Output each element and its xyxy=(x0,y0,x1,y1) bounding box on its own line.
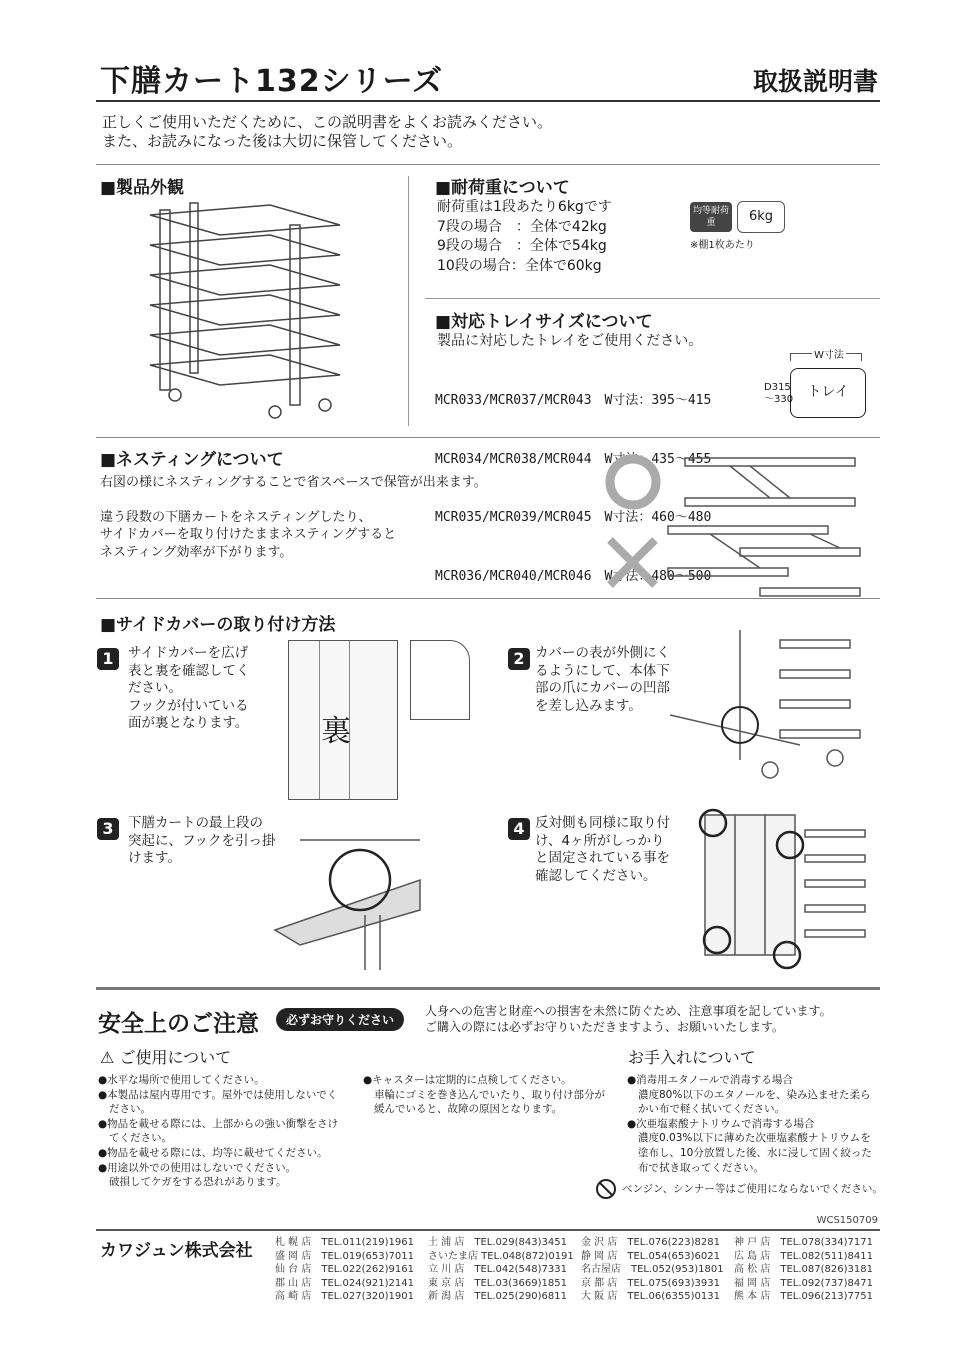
step-line: けます。 xyxy=(128,850,181,866)
divider xyxy=(96,437,880,438)
step-2-illustration xyxy=(670,630,880,790)
step-2-text xyxy=(535,645,670,715)
step-line: け、4ヶ所がしっかり xyxy=(535,832,665,849)
hook-detail xyxy=(410,640,470,720)
appearance-heading: ■製品外観 xyxy=(100,178,185,198)
page-title: 下膳カート132シリーズ xyxy=(100,64,444,99)
caution-line: 人身への危害と財産への損害を未然に防ぐため、注意事項を記しています。 xyxy=(425,1004,832,1018)
branch-entry: 大 阪 店 TEL.06(6355)0131 xyxy=(581,1291,720,1302)
d-label-2: ～330 xyxy=(764,394,794,405)
divider xyxy=(96,100,880,102)
step-line: るようにして、本体下 xyxy=(535,662,670,679)
prohibited-icon xyxy=(595,1178,617,1200)
caution-line: ご購入の際には必ずお守りいただきますよう、お願いいたします。 xyxy=(425,1020,785,1034)
step-4-number: 4 xyxy=(508,818,530,840)
step-3-text xyxy=(128,815,276,868)
tray-size-line: MCR034/MCR038/MCR044 W寸法：435～455 xyxy=(435,451,712,467)
usage-item: ●用途以外での使用はしないでください。 xyxy=(98,1161,297,1174)
step-3-illustration xyxy=(270,820,430,975)
divider xyxy=(425,298,880,299)
load-line: 耐荷重は1段あたり6kgです xyxy=(437,199,612,215)
usage-item: ●本製品は屋内専用です。屋外では使用しないでください。 xyxy=(98,1088,338,1116)
care-list xyxy=(627,1073,877,1175)
step-line: 部の爪にカバーの凹部 xyxy=(535,680,670,696)
load-line: 9段の場合 ：全体で54kg xyxy=(437,238,607,254)
nesting-illustration xyxy=(600,450,870,600)
nesting-line: サイドカバーを取り付けたままネスティングすると xyxy=(100,527,397,542)
step-line: フックが付いている xyxy=(128,697,249,714)
nesting-text xyxy=(100,474,487,561)
tray-intro: 製品に対応したトレイをご使用ください。 xyxy=(437,333,703,349)
step-4-text xyxy=(535,815,670,885)
branch-entry: 土 浦 店 TEL.029(843)3451 xyxy=(428,1237,567,1248)
company-name: カワジュン株式会社 xyxy=(100,1241,253,1261)
branch-list xyxy=(275,1236,887,1304)
nesting-heading: ■ネスティングについて xyxy=(100,450,284,470)
branch-entry: 福 岡 店 TEL.092(737)8471 xyxy=(734,1277,873,1289)
cart-illustration xyxy=(140,195,360,420)
care-warning xyxy=(595,1178,883,1200)
tray-size-line: MCR036/MCR040/MCR046 W寸法：480～500 xyxy=(435,568,712,584)
nesting-line: ネスティング効率が下がります。 xyxy=(100,544,293,560)
back-side-label: 裏 xyxy=(321,714,351,749)
care-heading: お手入れについて xyxy=(628,1048,756,1067)
branch-entry: 金 沢 店 TEL.076(223)8281 xyxy=(581,1237,720,1248)
branch-entry: 高 松 店 TEL.087(826)3181 xyxy=(734,1264,873,1275)
caution-text xyxy=(425,1003,832,1035)
step-line: を差し込みます。 xyxy=(535,697,642,714)
usage-list-1 xyxy=(98,1073,343,1190)
load-line: 10段の場合：全体で60kg xyxy=(437,257,602,274)
divider xyxy=(96,164,880,165)
ng-icon xyxy=(610,540,655,585)
side-cover-panel xyxy=(288,640,398,800)
nesting-line: 右図の様にネスティングすることで省スペースで保管が出来ます。 xyxy=(100,475,487,490)
step-3-number: 3 xyxy=(97,818,119,840)
branch-entry: 郡 山 店 TEL.024(921)2141 xyxy=(275,1277,414,1289)
tray-box: トレイ xyxy=(790,368,866,418)
load-line: 7段の場合 ：全体で42kg xyxy=(437,218,607,235)
usage-heading-text: ご使用について xyxy=(119,1048,232,1067)
step-line: 確認してください。 xyxy=(535,867,657,884)
ok-icon xyxy=(610,459,656,505)
branch-entry: 新 潟 店 TEL.025(290)6811 xyxy=(428,1291,567,1302)
step-4-illustration xyxy=(695,805,875,975)
intro-line: 正しくご使用いただくために、この説明書をよくお読みください。 xyxy=(102,113,553,131)
cover-heading: ■サイドカバーの取り付け方法 xyxy=(100,615,336,635)
safety-title: 安全上のご注意 xyxy=(98,1011,259,1037)
usage-item: ●キャスターは定期的に点検してください。 xyxy=(363,1074,572,1086)
branch-entry: 高 崎 店 TEL.027(320)1901 xyxy=(275,1291,414,1302)
step-line: 突起に、フックを引っ掛 xyxy=(128,832,276,849)
branch-entry: 札 幌 店 TEL.011(219)1961 xyxy=(275,1237,414,1248)
usage-item: ●物品を載せる際には、上部からの強い衝撃をさけてください。 xyxy=(98,1117,339,1145)
care-item: ●消毒用エタノールで消毒する場合 xyxy=(627,1074,793,1086)
tray-size-line: MCR033/MCR037/MCR043 W寸法：395～415 xyxy=(435,393,712,408)
branch-entry: 広 島 店 TEL.082(511)8411 xyxy=(734,1250,873,1262)
step-line: と固定されている事を xyxy=(535,850,670,866)
step-2-number: 2 xyxy=(508,648,530,670)
branch-entry: 名古屋店 TEL.052(953)1801 xyxy=(581,1264,724,1275)
divider xyxy=(408,176,409,426)
care-warning-text: ベンジン、シンナー等はご使用にならないでください。 xyxy=(622,1182,883,1195)
load-heading: ■耐荷重について xyxy=(435,178,570,198)
usage-item: ●水平な場所で使用してください。 xyxy=(98,1074,265,1086)
branch-entry: 盛 岡 店 TEL.019(653)7011 xyxy=(275,1250,414,1262)
step-1-number: 1 xyxy=(97,648,119,670)
tray-heading: ■対応トレイサイズについて xyxy=(435,312,653,332)
must-follow-badge: 必ずお守りください xyxy=(276,1008,404,1031)
d-label xyxy=(764,382,793,406)
tray-size-line: MCR035/MCR039/MCR045 W寸法：460～480 xyxy=(435,510,712,525)
step-1-text xyxy=(128,645,250,733)
branch-entry: 京 都 店 TEL.075(693)3931 xyxy=(581,1277,720,1289)
divider xyxy=(96,598,880,599)
step-line: ださい。 xyxy=(128,680,182,696)
step-line: サイドカバーを広げ xyxy=(128,645,249,661)
document-code: WCS150709 xyxy=(816,1215,878,1226)
care-item-cont: 濃度80%以下のエタノールを、染み込ませた柔らかい布で軽く拭いてください。 xyxy=(638,1088,871,1116)
usage-item: ●物品を載せる際には、均等に載せてください。 xyxy=(98,1146,328,1159)
branch-entry: 立 川 店 TEL.042(548)7331 xyxy=(428,1264,567,1275)
step-line: カバーの表が外側にく xyxy=(535,645,670,661)
usage-item-cont: 車輪にゴミを巻き込んでいたり、取り付け部分が緩んでいると、故障の原因となります。 xyxy=(374,1088,605,1116)
branch-entry: 東 京 店 TEL.03(3669)1851 xyxy=(428,1277,567,1289)
warning-triangle-icon: ⚠ xyxy=(100,1048,115,1067)
step-line: 下膳カートの最上段の xyxy=(128,815,263,831)
branch-entry: 仙 台 店 TEL.022(262)9161 xyxy=(275,1264,414,1275)
branch-entry: さいたま店 TEL.048(872)0191 xyxy=(428,1250,574,1262)
branch-entry: 静 岡 店 TEL.054(653)6021 xyxy=(581,1250,720,1262)
nesting-line: 違う段数の下膳カートをネスティングしたり、 xyxy=(100,509,372,525)
usage-item-cont: 破損してケガをする恐れがあります。 xyxy=(109,1176,287,1189)
step-line: 反対側も同様に取り付 xyxy=(535,815,670,831)
load-text xyxy=(437,198,612,276)
uniform-load-badge: 均等耐荷重 xyxy=(690,202,732,232)
branch-entry: 神 戸 店 TEL.078(334)7171 xyxy=(734,1237,873,1248)
intro-line: また、お読みになった後は大切に保管してください。 xyxy=(102,132,463,150)
care-item: ●次亜塩素酸ナトリウムで消毒する場合 xyxy=(627,1117,815,1130)
care-item-cont: 濃度0.03%以下に薄めた次亜塩素酸ナトリウムを塗布し、10分放置した後、水に浸して固く絞った布で拭き取ってください。 xyxy=(638,1132,872,1174)
usage-heading xyxy=(100,1045,231,1068)
tray-diagram xyxy=(764,346,870,426)
d-label-1: D315 xyxy=(764,382,791,393)
branch-entry: 熊 本 店 TEL.096(213)7751 xyxy=(734,1291,873,1302)
w-label: W寸法 xyxy=(812,346,846,361)
divider xyxy=(96,987,880,990)
step-line: 表と裏を確認してく xyxy=(128,662,250,679)
intro-text xyxy=(102,113,552,151)
load-value: 6kg xyxy=(737,201,785,233)
document-type: 取扱説明書 xyxy=(752,67,878,96)
step-line: 面が裏となります。 xyxy=(128,715,249,731)
load-note: ※棚1枚あたり xyxy=(690,240,755,251)
divider xyxy=(96,1229,880,1231)
usage-list-2 xyxy=(363,1073,608,1117)
